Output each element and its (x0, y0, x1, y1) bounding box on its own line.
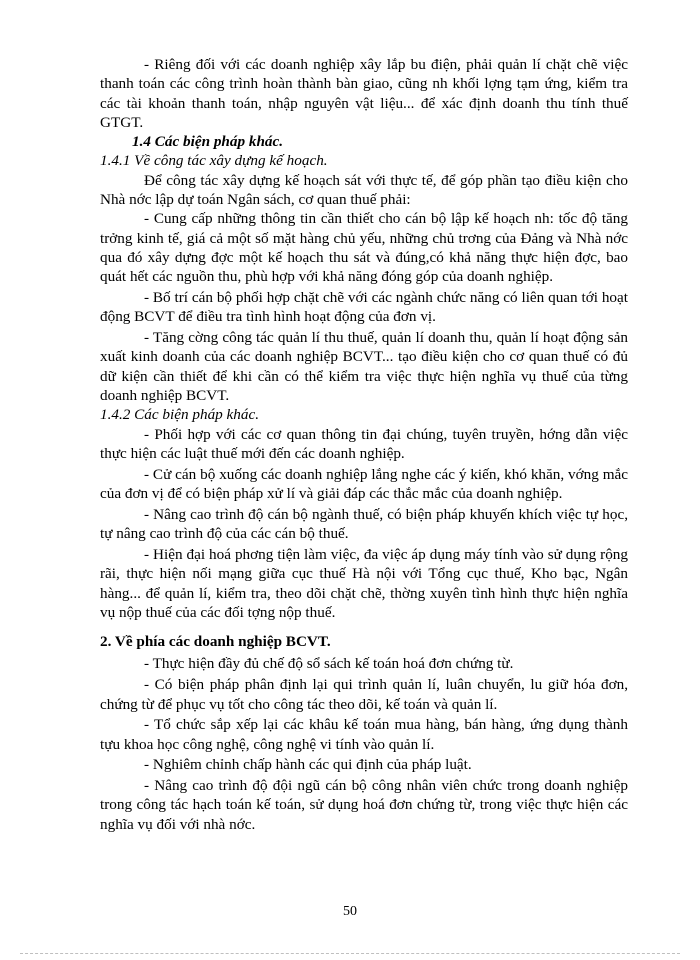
heading-1-4-1: 1.4.1 Về công tác xây dựng kế hoạch. (100, 152, 328, 170)
paragraph-construction-enterprises: - Riêng đối với các doanh nghiệp xây lắp bu điện, phải quản lí chặt chẽ việc thanh toán các công trình hoàn thành bàn giao, cũng nh khối lợng tạm ứng, kiểm tra các tài khoản thanh toán, nhập nguyên vật liệu... để xác định doanh thu tính thuế GTGT. (100, 56, 628, 131)
heading-2: 2. Về phía các doanh nghiệp BCVT. (100, 633, 331, 651)
paragraph-provide-info: - Cung cấp những thông tin cần thiết cho cán bộ lập kế hoạch nh: tốc độ tăng trởng kinh tế, giá cả một số mặt hàng chủ yếu, những chủ trơng của Đảng và Nhà nớc qua đó xây dựng đợc một kế hoạch thu sát và đúng,có khả năng thực hiện đợc, bao quát hết các nguồn thu, phù hợp với khả năng đóng góp của doanh nghiệp. (100, 210, 628, 286)
paragraph-strengthen-management: - Tăng cờng công tác quản lí thu thuế, quản lí doanh thu, quản lí hoạt động sản xuất kinh doanh của các doanh nghiệp BCVT... tạo điều kiện cho cơ quan thuế có đủ dữ kiện cần thiết để khi cần có thể kiểm tra việc thực hiện nghĩa vụ thuế của từng doanh nghiệp BCVT. (100, 329, 628, 405)
document-page (100, 55, 628, 834)
page-number: 50 (343, 904, 357, 919)
paragraph-staff-training: - Nâng cao trình độ đội ngũ cán bộ công nhân viên chức trong doanh nghiệp trong công tác hạch toán kế toán, sử dụng hoá đơn chứng từ, trong việc thực hiện các nghĩa vụ đối với nhà nớc. (100, 777, 628, 833)
paragraph-modernize: - Hiện đại hoá phơng tiện làm việc, đa việc áp dụng máy tính vào sử dụng rộng rãi, thực hiện nối mạng giữa cục thuế Hà nội với Tổng cục thuế, Kho bạc, Ngân hàng... để quản lí, kiểm tra, theo dõi chặt chẽ, thờng xuyên tình hình thực hiện nghĩa vụ nộp thuế của các đối tợng nộp thuế. (100, 545, 628, 621)
paragraph-media-coordination: - Phối hợp với các cơ quan thông tin đại chúng, tuyên truyền, hớng dẫn việc thực hiện các luật thuế mới đến các doanh nghiệp. (100, 425, 628, 462)
page-bottom-divider (20, 953, 680, 954)
paragraph-assign-staff: - Bố trí cán bộ phối hợp chặt chẽ với các ngành chức năng có liên quan tới hoạt động BCVT để điều tra tình hình hoạt động của đơn vị. (100, 289, 628, 326)
paragraph-reorganize-accounting: - Tổ chức sắp xếp lại các khâu kế toán mua hàng, bán hàng, ứng dụng thành tựu khoa học công nghệ, công nghệ vi tính vào quản lí. (100, 716, 628, 753)
paragraph-planning-intro: Để công tác xây dựng kế hoạch sát với thực tế, để góp phần tạo điều kiện cho Nhà nớc lập dự toán Ngân sách, cơ quan thuế phải: (100, 171, 628, 209)
heading-1-4: 1.4 Các biện pháp khác. (132, 133, 284, 151)
paragraph-bookkeeping: - Thực hiện đầy đủ chế độ sổ sách kế toán hoá đơn chứng từ. (144, 655, 514, 673)
heading-1-4-2: 1.4.2 Các biện pháp khác. (100, 406, 260, 424)
paragraph-send-staff: - Cử cán bộ xuống các doanh nghiệp lắng nghe các ý kiến, khó khăn, vớng mắc của đơn vị để có biện pháp xử lí và giải đáp các thắc mắc của doanh nghiệp. (100, 465, 628, 503)
paragraph-improve-skills: - Nâng cao trình độ cán bộ ngành thuế, có biện pháp khuyến khích việc tự học, tự nâng cao trình độ của các cán bộ thuế. (100, 505, 628, 543)
paragraph-obey-law: - Nghiêm chỉnh chấp hành các qui định của pháp luật. (144, 756, 472, 774)
paragraph-invoice-process: - Có biện pháp phân định lại qui trình quản lí, luân chuyển, lu giữ hóa đơn, chứng từ để phục vụ tốt cho công tác theo dõi, kế toán và quản lí. (100, 676, 628, 713)
